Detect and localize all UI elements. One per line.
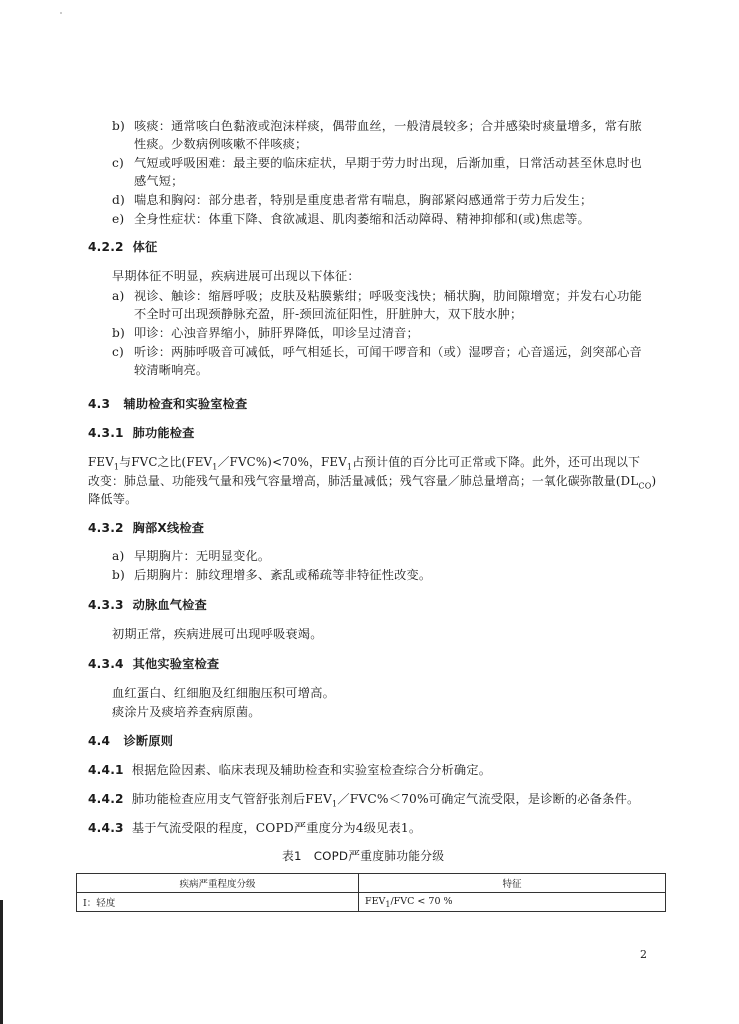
- list-item: e) 全身性症状：体重下降、食欲减退、肌肉萎缩和活动障碍、精神抑郁和(或)焦虑等。: [112, 212, 590, 226]
- list-item: b) 后期胸片：肺纹理增多、紊乱或稀疏等非特征性改变。: [112, 568, 432, 582]
- section-heading-4-2-2: 4.2.2 体征: [88, 240, 158, 254]
- list-item: c) 气短或呼吸困难：最主要的临床症状，早期于劳力时出现，后渐加重，日常活动甚至休息时也: [112, 156, 642, 170]
- section-heading-4-3-1: 4.3.1 肺功能检查: [88, 426, 195, 440]
- list-item-continuation: 较清晰响亮。: [134, 363, 209, 377]
- table-caption: 表1 COPD严重度肺功能分级: [282, 849, 445, 863]
- list-item-continuation: 性痰。少数病例咳嗽不伴咳痰；: [134, 137, 308, 151]
- paragraph: $FEV_1$与FVC之比$(FEV_1/FVC\%)<70\%$，$FEV_1$占预计值的百分比可正常或下降。此外，还可出现以下: [88, 455, 641, 472]
- table-cell-grade: Ⅰ：轻度: [77, 893, 359, 912]
- scan-speck: [60, 12, 62, 14]
- paragraph: 痰涂片及痰培养查病原菌。: [112, 705, 261, 719]
- section-heading-4-3-4: 4.3.4 其他实验室检查: [88, 657, 220, 671]
- copd-grade-table: [76, 873, 666, 912]
- list-item: b) 咳痰：通常咳白色黏液或泡沫样痰，偶带血丝，一般清晨较多；合并感染时痰量增多，常有脓: [112, 119, 642, 133]
- list-item-continuation: 感气短；: [134, 174, 184, 188]
- section-heading-4-3-2: 4.3.2 胸部X线检查: [88, 521, 205, 535]
- paragraph: 早期体征不明显，疾病进展可出现以下体征：: [112, 269, 360, 283]
- paragraph: 降低等。: [88, 492, 138, 506]
- table-cell-feature: $FEV_1$/FVC < 70 %: [359, 893, 666, 912]
- list-item: a) 早期胸片：无明显变化。: [112, 549, 271, 563]
- section-heading-4-3-3: 4.3.3 动脉血气检查: [88, 598, 207, 612]
- clause-4-4-1: 4.4.1 根据危险因素、临床表现及辅助检查和实验室检查综合分析确定。: [88, 763, 492, 777]
- paragraph: 初期正常，疾病进展可出现呼吸衰竭。: [112, 627, 323, 641]
- list-item-continuation: 不全时可出现颈静脉充盈，肝-颈回流征阳性，肝脏肿大，双下肢水肿；: [134, 307, 523, 321]
- page-number: 2: [640, 948, 647, 961]
- table-row: [77, 893, 666, 912]
- section-heading-4-3: 4.3 辅助检查和实验室检查: [88, 397, 248, 411]
- table-header-row: [77, 874, 666, 893]
- list-item: a) 视诊、触诊：缩唇呼吸；皮肤及粘膜紫绀；呼吸变浅快；桶状胸，肋间隙增宽；并发右心功能: [112, 289, 642, 303]
- section-heading-4-4: 4.4 诊断原则: [88, 734, 174, 748]
- clause-4-4-3: 4.4.3 基于气流受限的程度，COPD严重度分为4级见表1。: [88, 821, 422, 835]
- list-item: d) 喘息和胸闷：部分患者，特别是重度患者常有喘息，胸部紧闷感通常于劳力后发生；: [112, 193, 593, 207]
- list-item: c) 听诊：两肺呼吸音可减低，呼气相延长，可闻干啰音和（或）湿啰音；心音遥远，剑突部心音: [112, 345, 642, 359]
- paragraph: 血红蛋白、红细胞及红细胞压积可增高。: [112, 686, 335, 700]
- table-header-cell: 特征: [359, 874, 666, 893]
- table-header-cell: 疾病严重程度分级: [77, 874, 359, 893]
- scan-edge-bar: [0, 900, 3, 1024]
- paragraph: 改变：肺总量、功能残气量和残气容量增高，肺活量减低；残气容量／肺总量增高；一氧化碳弥散量$(DL_{CO})$: [88, 474, 657, 491]
- clause-4-4-2: 4.4.2 肺功能检查应用支气管舒张剂后$FEV_1/FVC\%<70\%$可确定气流受限，是诊断的必备条件。: [88, 792, 640, 809]
- list-item: b) 叩诊：心浊音界缩小，肺肝界降低，叩诊呈过清音；: [112, 326, 419, 340]
